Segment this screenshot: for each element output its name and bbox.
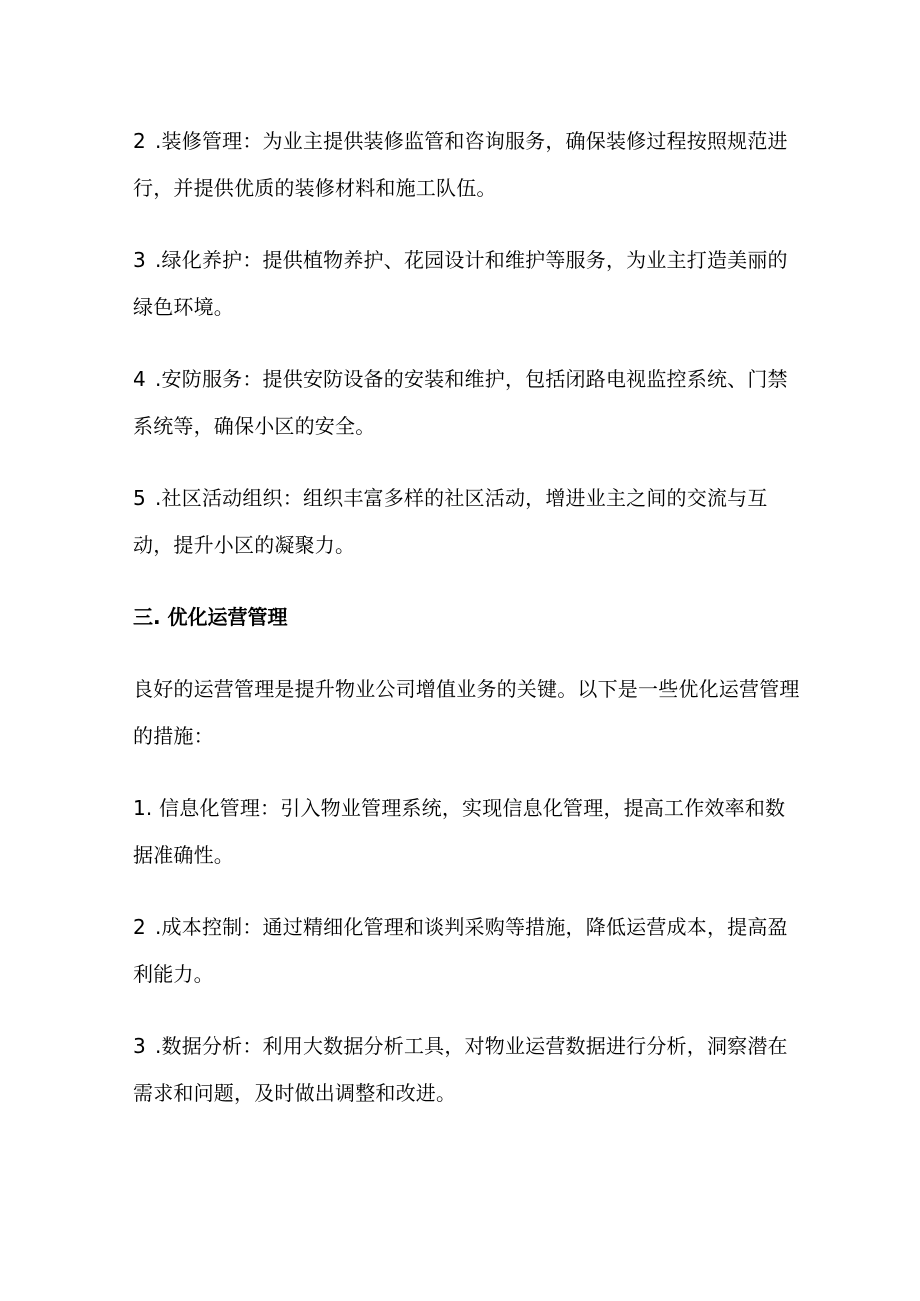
list-number: 1. <box>133 796 153 820</box>
list-number: 3 <box>133 248 146 272</box>
list-text: .安防服务：提供安防设备的安装和维护，包括闭路电视监控系统、门禁系统等，确保小区的安全。 <box>133 367 788 438</box>
section-heading: 三. 优化运营管理 <box>133 605 288 629</box>
list-item <box>133 904 803 998</box>
list-item <box>133 118 803 212</box>
list-text: 信息化管理：引入物业管理系统，实现信息化管理，提高工作效率和数据准确性。 <box>133 796 786 867</box>
list-text: .社区活动组织：组织丰富多样的社区活动，增进业主之间的交流与互动，提升小区的凝聚力。 <box>133 486 768 557</box>
list-item <box>133 237 803 331</box>
list-text: .绿化养护：提供植物养护、花园设计和维护等服务，为业主打造美丽的绿色环境。 <box>133 248 788 319</box>
list-number: 5 <box>133 486 146 510</box>
list-text: .装修管理：为业主提供装修监管和咨询服务，确保装修过程按照规范进行，并提供优质的装修材料和施工队伍。 <box>133 129 788 200</box>
list-text: .成本控制：通过精细化管理和谈判采购等措施，降低运营成本，提高盈利能力。 <box>133 915 788 986</box>
list-number: 2 <box>133 915 146 939</box>
intro-paragraph: 良好的运营管理是提升物业公司增值业务的关键。以下是一些优化运营管理的措施： <box>133 677 800 748</box>
list-text: .数据分析：利用大数据分析工具，对物业运营数据进行分析，洞察潜在需求和问题，及时做出调整和改进。 <box>133 1034 788 1105</box>
list-number: 2 <box>133 129 146 153</box>
document-body <box>133 118 803 1142</box>
list-item <box>133 356 803 450</box>
list-item <box>133 785 803 879</box>
list-number: 3 <box>133 1034 146 1058</box>
list-item <box>133 475 803 569</box>
list-item <box>133 1023 803 1117</box>
list-number: 4 <box>133 367 146 391</box>
